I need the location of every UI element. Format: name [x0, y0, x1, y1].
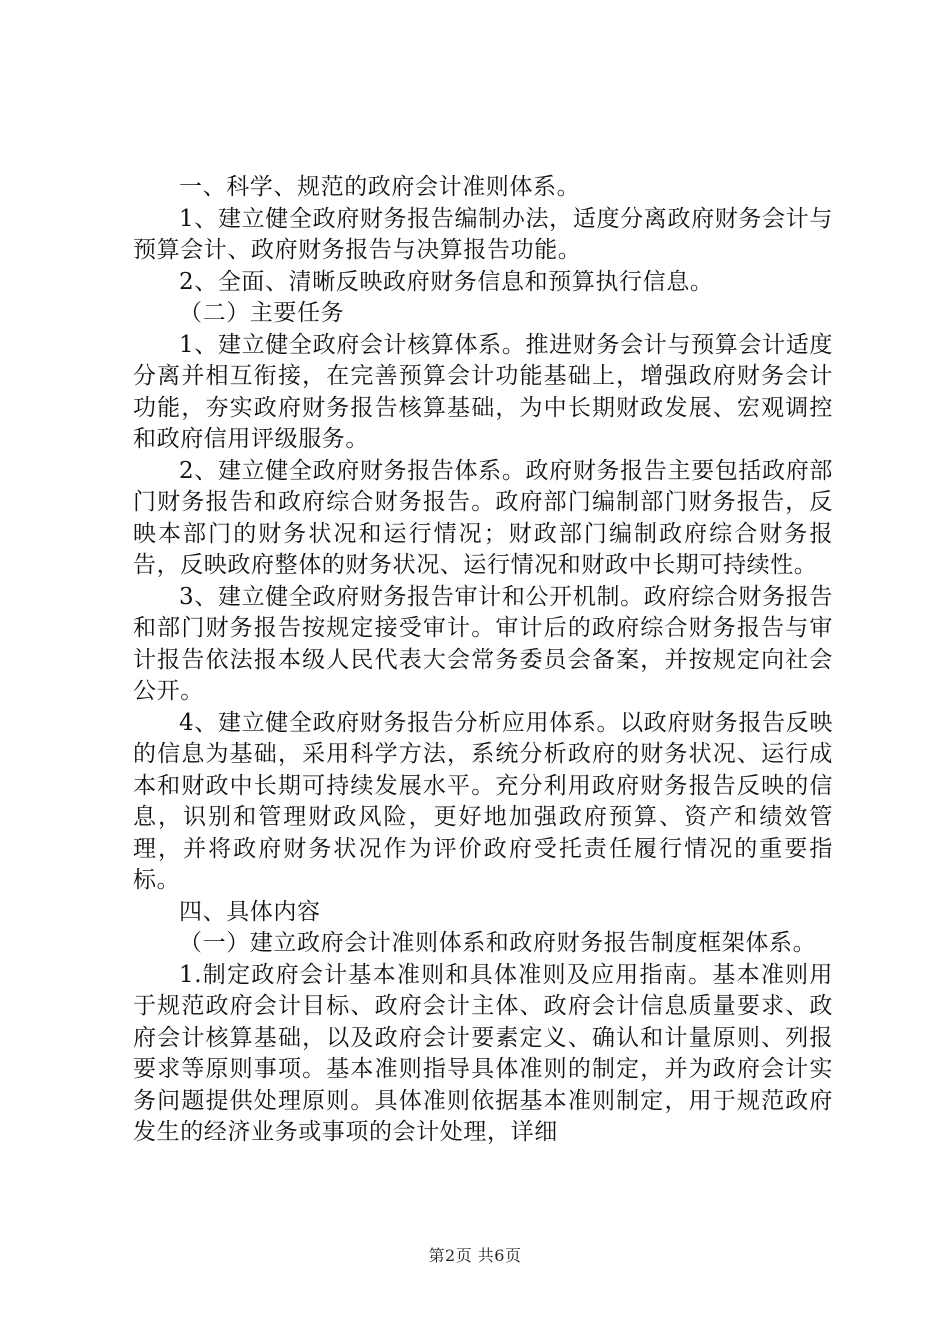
page-number-footer: 第2页 共6页 — [428, 1246, 522, 1265]
paragraph-content-1: 1.制定政府会计基本准则和具体准则及应用指南。基本准则用于规范政府会计目标、政府会计主体、政府会计信息质量要求、政府会计核算基础，以及政府会计要素定义、确认和计量原则、列报要求等原则事项。基本准则指导具体准则的制定，并为政府会计实务问题提供处理原则。具体准则依据基本准则制定，用于规范政府发生的经济业务或事项的会计处理，详细 — [133, 961, 833, 1145]
paragraph-subsection-one-heading: （一）建立政府会计准则体系和政府财务报告制度框架体系。 — [179, 930, 817, 956]
paragraph-task-1: 1、建立健全政府会计核算体系。推进财务会计与预算会计适度分离并相互衔接，在完善预算会计功能基础上，增强政府财务会计功能，夯实政府财务报告核算基础，为中长期财政发展、宏观调控和政府信用评级服务。 — [133, 331, 833, 452]
paragraph-task-4: 4、建立健全政府财务报告分析应用体系。以政府财务报告反映的信息为基础，采用科学方法，系统分析政府的财务状况、运行成本和财政中长期可持续发展水平。充分利用政府财务报告反映的信息，识别和管理财政风险，更好地加强政府预算、资产和绩效管理，并将政府财务状况作为评价政府受托责任履行情况的重要指标。 — [133, 709, 833, 893]
paragraph-task-2: 2、建立健全政府财务报告体系。政府财务报告主要包括政府部门财务报告和政府综合财务报告。政府部门编制部门财务报告，反映本部门的财务状况和运行情况；财政部门编制政府综合财务报告，反映政府整体的财务状况、运行情况和财政中长期可持续性。 — [133, 457, 833, 578]
document-body — [133, 172, 833, 1149]
paragraph-section-four-heading: 四、具体内容 — [179, 898, 321, 925]
paragraph-task-3: 3、建立健全政府财务报告审计和公开机制。政府综合财务报告和部门财务报告按规定接受审计。审计后的政府综合财务报告与审计报告依法报本级人民代表大会常务委员会备案，并按规定向社会公开。 — [133, 583, 833, 704]
paragraph-main-tasks-heading: （二）主要任务 — [179, 300, 345, 326]
paragraph-section-one-heading: 一、科学、规范的政府会计准则体系。 — [179, 174, 581, 200]
paragraph-item-1: 1、建立健全政府财务报告编制办法，适度分离政府财务会计与预算会计、政府财务报告与决算报告功能。 — [133, 205, 833, 263]
paragraph-item-2: 2、全面、清晰反映政府财务信息和预算执行信息。 — [179, 268, 714, 295]
